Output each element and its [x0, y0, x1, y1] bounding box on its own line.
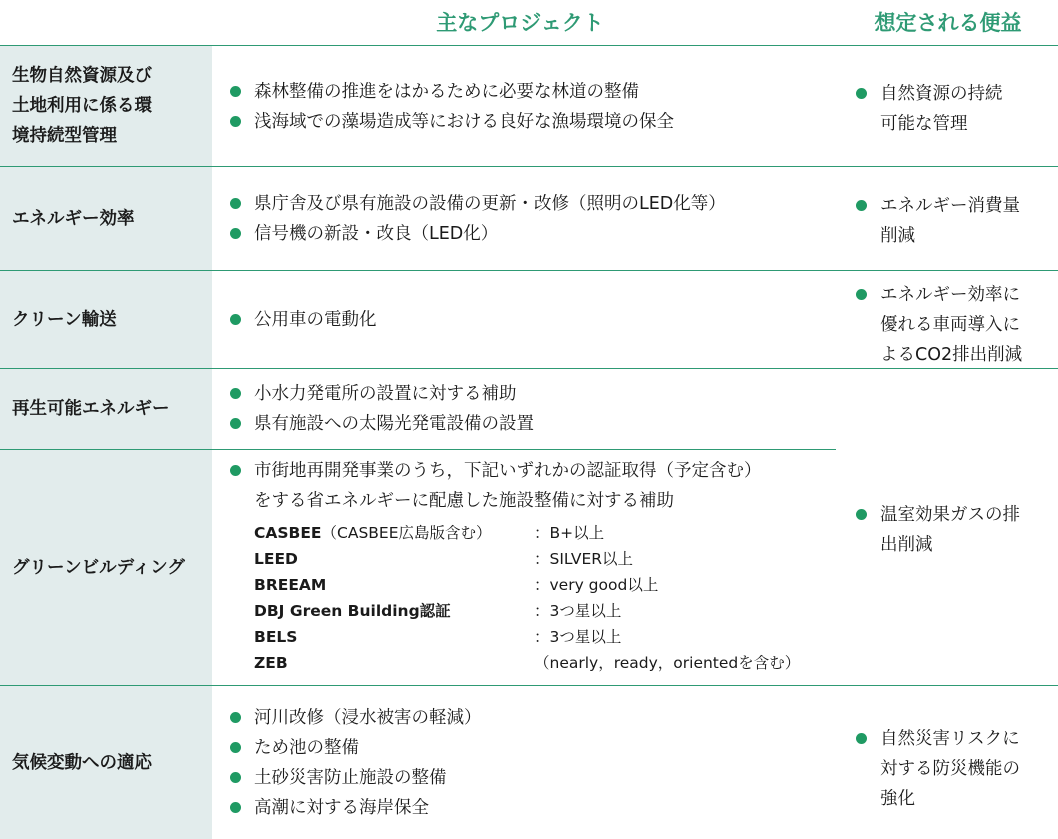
shared-benefits-cell [854, 500, 1020, 560]
benefit-item-continued: 削減 [880, 226, 915, 246]
category-label: 再生可能エネルギー [12, 399, 170, 419]
certification-name: DBJ Green Building認証 [254, 602, 451, 620]
certification-name: ZEB [254, 654, 288, 672]
project-item: 市街地再開発事業のうち，下記いずれかの認証取得（予定含む） [228, 456, 762, 486]
project-item: 県庁舎及び県有施設の設備の更新・改修（照明のLED化等） [228, 189, 726, 219]
category-cell [0, 450, 212, 685]
category-label: グリーンビルディング [12, 557, 185, 578]
category-cell [0, 46, 212, 166]
projects-cell [228, 77, 674, 137]
project-item: ため池の整備 [228, 733, 482, 763]
benefit-item-continued: よるCO2排出削減 [880, 345, 1023, 365]
project-item: 浅海域での藻場造成等における良好な漁場環境の保全 [228, 107, 674, 137]
benefit-item: 温室効果ガスの排 [854, 500, 1020, 530]
projects-cell [228, 305, 377, 335]
certification-name-note: （CASBEE広島版含む） [321, 524, 492, 542]
category-label: 境持続型管理 [12, 126, 117, 146]
benefit-item-continued: 対する防災機能の [880, 759, 1020, 779]
category-label: エネルギー効率 [12, 208, 135, 229]
category-cell [0, 369, 212, 449]
benefits-cell [854, 724, 1020, 814]
project-item: 小水力発電所の設置に対する補助 [228, 379, 534, 409]
project-item: 河川改修（浸水被害の軽減） [228, 703, 482, 733]
benefit-item: エネルギー消費量 [854, 191, 1020, 221]
project-item: 高潮に対する海岸保全 [228, 793, 482, 823]
category-cell [0, 167, 212, 270]
benefit-item-continued: 優れる車両導入に [880, 315, 1020, 335]
benefit-item: 自然資源の持続 [854, 79, 1003, 109]
category-label: 気候変動への適応 [12, 752, 152, 773]
certification-level: ：3つ星以上 [534, 628, 622, 646]
certification-level: ：3つ星以上 [534, 602, 622, 620]
projects-column-header: 主なプロジェクト [436, 11, 604, 35]
project-item: 県有施設への太陽光発電設備の設置 [228, 409, 534, 439]
benefits-column-header: 想定される便益 [874, 11, 1022, 35]
project-item: 信号機の新設・改良（LED化） [228, 219, 726, 249]
category-label: 土地利用に係る環 [12, 96, 152, 116]
benefit-item-continued: 可能な管理 [880, 114, 968, 134]
category-cell [0, 686, 212, 839]
project-item: 公用車の電動化 [228, 305, 377, 335]
benefit-item-continued: 出削減 [880, 535, 933, 555]
project-item-continued: をする省エネルギーに配慮した施設整備に対する補助 [254, 491, 674, 511]
benefit-item: エネルギー効率に [854, 280, 1022, 310]
certification-name: BREEAM [254, 576, 327, 594]
benefit-item: 自然災害リスクに [854, 724, 1020, 754]
projects-cell [228, 379, 534, 439]
category-label: 生物自然資源及び [12, 66, 152, 86]
certification-name: BELS [254, 628, 298, 646]
project-item: 土砂災害防止施設の整備 [228, 763, 482, 793]
category-label: クリーン輸送 [12, 309, 117, 330]
certification-name: CASBEE（CASBEE広島版含む） [254, 524, 492, 542]
benefits-cell [854, 191, 1020, 251]
certification-level: ：very good以上 [534, 576, 659, 594]
benefits-cell [854, 280, 1022, 370]
benefits-cell [854, 79, 1003, 139]
certification-level: ：B+以上 [534, 524, 605, 542]
projects-cell [228, 703, 482, 823]
benefit-item-continued: 強化 [880, 789, 915, 809]
certification-level: ：SILVER以上 [534, 550, 634, 568]
projects-cell [228, 456, 762, 516]
project-item: 森林整備の推進をはかるために必要な林道の整備 [228, 77, 674, 107]
certification-level: （nearly，ready，orientedを含む） [534, 654, 801, 672]
projects-cell [228, 189, 726, 249]
certification-name: LEED [254, 550, 298, 568]
category-cell [0, 271, 212, 368]
